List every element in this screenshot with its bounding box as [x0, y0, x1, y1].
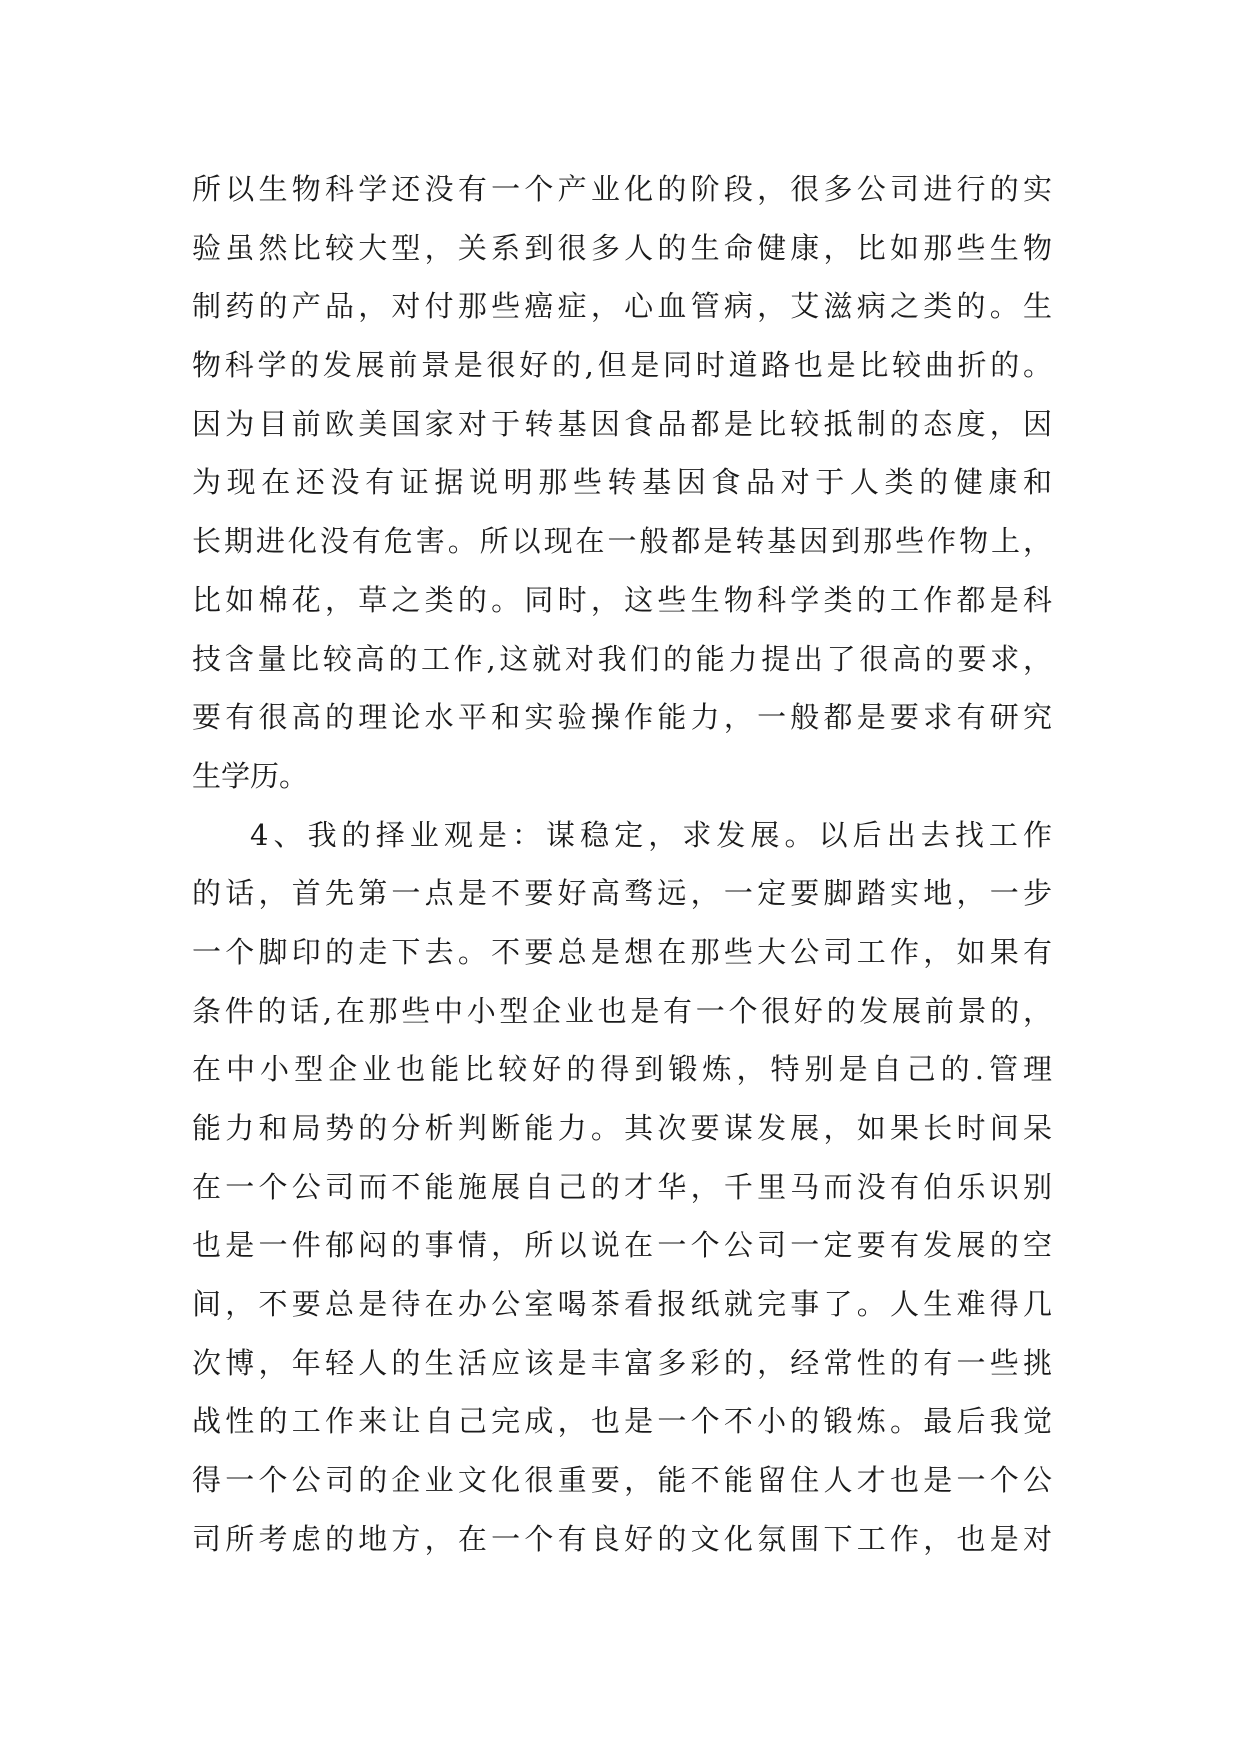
text-line: 得一个公司的企业文化很重要，能不能留住人才也是一个公: [192, 1463, 1052, 1498]
text-line: 生学历。: [192, 758, 309, 793]
text-line: 比如棉花，草之类的。同时，这些生物科学类的工作都是科: [192, 582, 1052, 617]
text-line: 条件的话,在那些中小型企业也是有一个很好的发展前景的，: [192, 993, 1052, 1028]
text-line: 要有很高的理论水平和实验操作能力，一般都是要求有研究: [192, 700, 1052, 735]
text-line: 验虽然比较大型，关系到很多人的生命健康，比如那些生物: [192, 230, 1052, 265]
text-line: 在中小型企业也能比较好的得到锻炼，特别是自己的.管理: [192, 1052, 1052, 1087]
text-line: 所以生物科学还没有一个产业化的阶段，很多公司进行的实: [192, 172, 1052, 206]
text-line: 间，不要总是待在办公室喝茶看报纸就完事了。人生难得几: [192, 1287, 1052, 1322]
text-line: 司所考虑的地方，在一个有良好的文化氛围下工作，也是对: [192, 1521, 1052, 1556]
text-line: 能力和局势的分析判断能力。其次要谋发展，如果长时间呆: [192, 1111, 1052, 1145]
text-line: 制药的产品，对付那些癌症，心血管病，艾滋病之类的。生: [192, 289, 1052, 324]
body-text: [192, 160, 1052, 1569]
text-line: 技含量比较高的工作,这就对我们的能力提出了很高的要求，: [192, 641, 1052, 676]
paragraph-start-line: 4、我的择业观是：谋稳定，求发展。以后出去找工作: [250, 817, 1052, 852]
text-line: 次博，年轻人的生活应该是丰富多彩的，经常性的有一些挑: [192, 1345, 1052, 1380]
text-line: 战性的工作来让自己完成，也是一个不小的锻炼。最后我觉: [192, 1404, 1052, 1439]
text-line: 在一个公司而不能施展自己的才华，千里马而没有伯乐识别: [192, 1169, 1052, 1204]
text-line: 的话，首先第一点是不要好高骛远，一定要脚踏实地，一步: [192, 876, 1052, 911]
text-line: 长期进化没有危害。所以现在一般都是转基因到那些作物上，: [192, 524, 1052, 559]
text-line: 也是一件郁闷的事情，所以说在一个公司一定要有发展的空: [192, 1228, 1052, 1263]
text-line: 为现在还没有证据说明那些转基因食品对于人类的健康和: [192, 465, 1052, 500]
text-line: 因为目前欧美国家对于转基因食品都是比较抵制的态度，因: [192, 406, 1052, 441]
text-line: 物科学的发展前景是很好的,但是同时道路也是比较曲折的。: [192, 348, 1052, 383]
text-line: 一个脚印的走下去。不要总是想在那些大公司工作，如果有: [192, 934, 1052, 969]
